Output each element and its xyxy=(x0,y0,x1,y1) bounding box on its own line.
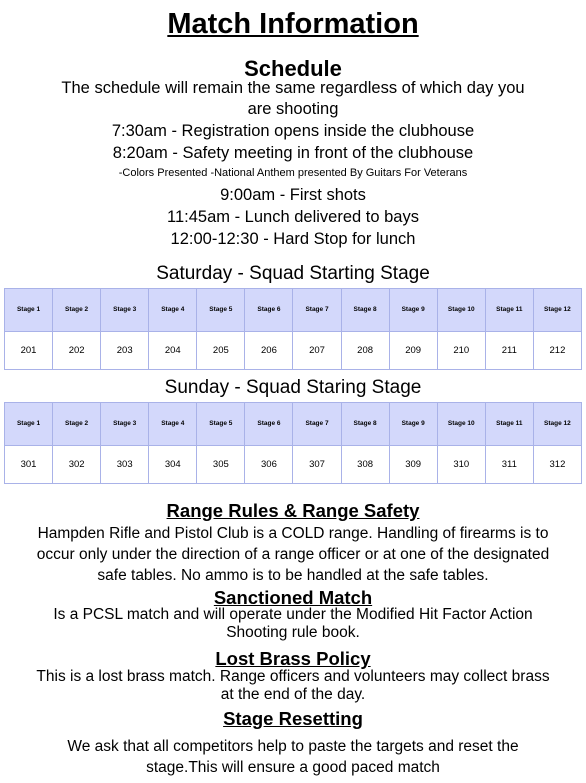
range-rules-line1: Hampden Rifle and Pistol Club is a COLD range. Handling of firearms is to xyxy=(37,525,549,542)
squad-cell: 210 xyxy=(437,332,485,370)
stage-header-cell: Stage 3 xyxy=(101,289,149,332)
squad-cell: 312 xyxy=(533,446,581,484)
stage-header-cell: Stage 1 xyxy=(5,289,53,332)
squad-cell: 206 xyxy=(245,332,293,370)
stage-header-cell: Stage 8 xyxy=(341,403,389,446)
stage-header-cell: Stage 6 xyxy=(245,289,293,332)
stage-header-cell: Stage 7 xyxy=(293,403,341,446)
squad-cell: 204 xyxy=(149,332,197,370)
squad-cell: 209 xyxy=(389,332,437,370)
stage-resetting-line2: stage.This will ensure a good paced match xyxy=(146,759,440,776)
sanctioned-line2: Shooting rule book. xyxy=(226,624,360,641)
schedule-intro-line1: The schedule will remain the same regardless of which day you xyxy=(61,79,525,97)
squad-cell: 301 xyxy=(5,446,53,484)
sunday-heading: Sunday - Squad Staring Stage xyxy=(164,377,422,398)
schedule-item-lunch: 11:45am - Lunch delivered to bays xyxy=(167,208,419,226)
squad-cell: 307 xyxy=(293,446,341,484)
squad-cell: 304 xyxy=(149,446,197,484)
stage-header-cell: Stage 5 xyxy=(197,403,245,446)
stage-header-cell: Stage 12 xyxy=(533,289,581,332)
lost-brass-heading: Lost Brass Policy xyxy=(215,648,371,669)
squad-cell: 211 xyxy=(485,332,533,370)
schedule-note: -Colors Presented -National Anthem presented By Guitars For Veterans xyxy=(118,167,468,179)
range-rules-line2: occur only under the direction of a range officer or at one of the designated xyxy=(36,546,550,563)
squad-cell: 207 xyxy=(293,332,341,370)
lost-brass-line2: at the end of the day. xyxy=(220,686,366,703)
sunday-stage-table xyxy=(4,402,582,484)
sanctioned-heading: Sanctioned Match xyxy=(213,587,373,608)
schedule-item-safety-meeting: 8:20am - Safety meeting in front of the clubhouse xyxy=(112,144,474,162)
schedule-item-first-shots: 9:00am - First shots xyxy=(220,186,366,204)
stage-header-cell: Stage 10 xyxy=(437,289,485,332)
squad-cell: 309 xyxy=(389,446,437,484)
lost-brass-line1: This is a lost brass match. Range officers and volunteers may collect brass xyxy=(36,668,550,685)
stage-header-cell: Stage 2 xyxy=(53,289,101,332)
range-rules-line3: safe tables. No ammo is to be handled at the safe tables. xyxy=(97,567,489,584)
squad-cell: 303 xyxy=(101,446,149,484)
stage-header-cell: Stage 1 xyxy=(5,403,53,446)
stage-resetting-heading: Stage Resetting xyxy=(223,708,363,729)
stage-header-cell: Stage 12 xyxy=(533,403,581,446)
stage-header-row xyxy=(5,403,582,446)
squad-cell: 311 xyxy=(485,446,533,484)
saturday-heading: Saturday - Squad Starting Stage xyxy=(156,263,430,284)
page-title: Match Information xyxy=(167,8,419,40)
squad-row xyxy=(5,332,582,370)
saturday-stage-table xyxy=(4,288,582,370)
squad-row xyxy=(5,446,582,484)
stage-header-row xyxy=(5,289,582,332)
squad-cell: 310 xyxy=(437,446,485,484)
squad-cell: 302 xyxy=(53,446,101,484)
squad-cell: 202 xyxy=(53,332,101,370)
stage-header-cell: Stage 9 xyxy=(389,403,437,446)
sanctioned-line1: Is a PCSL match and will operate under the Modified Hit Factor Action xyxy=(53,606,533,623)
stage-header-cell: Stage 3 xyxy=(101,403,149,446)
schedule-item-registration: 7:30am - Registration opens inside the clubhouse xyxy=(111,122,475,140)
range-rules-heading: Range Rules & Range Safety xyxy=(166,500,420,521)
squad-cell: 208 xyxy=(341,332,389,370)
squad-cell: 212 xyxy=(533,332,581,370)
stage-header-cell: Stage 10 xyxy=(437,403,485,446)
stage-header-cell: Stage 11 xyxy=(485,289,533,332)
stage-header-cell: Stage 5 xyxy=(197,289,245,332)
schedule-intro-line2: are shooting xyxy=(247,100,339,118)
stage-header-cell: Stage 8 xyxy=(341,289,389,332)
stage-resetting-line1: We ask that all competitors help to paste the targets and reset the xyxy=(67,738,519,755)
stage-header-cell: Stage 11 xyxy=(485,403,533,446)
squad-cell: 203 xyxy=(101,332,149,370)
stage-header-cell: Stage 7 xyxy=(293,289,341,332)
schedule-heading: Schedule xyxy=(244,56,342,81)
squad-cell: 306 xyxy=(245,446,293,484)
squad-cell: 205 xyxy=(197,332,245,370)
squad-cell: 201 xyxy=(5,332,53,370)
stage-header-cell: Stage 9 xyxy=(389,289,437,332)
stage-header-cell: Stage 2 xyxy=(53,403,101,446)
stage-header-cell: Stage 4 xyxy=(149,289,197,332)
stage-header-cell: Stage 6 xyxy=(245,403,293,446)
schedule-item-hard-stop: 12:00-12:30 - Hard Stop for lunch xyxy=(170,230,416,248)
stage-header-cell: Stage 4 xyxy=(149,403,197,446)
squad-cell: 305 xyxy=(197,446,245,484)
squad-cell: 308 xyxy=(341,446,389,484)
